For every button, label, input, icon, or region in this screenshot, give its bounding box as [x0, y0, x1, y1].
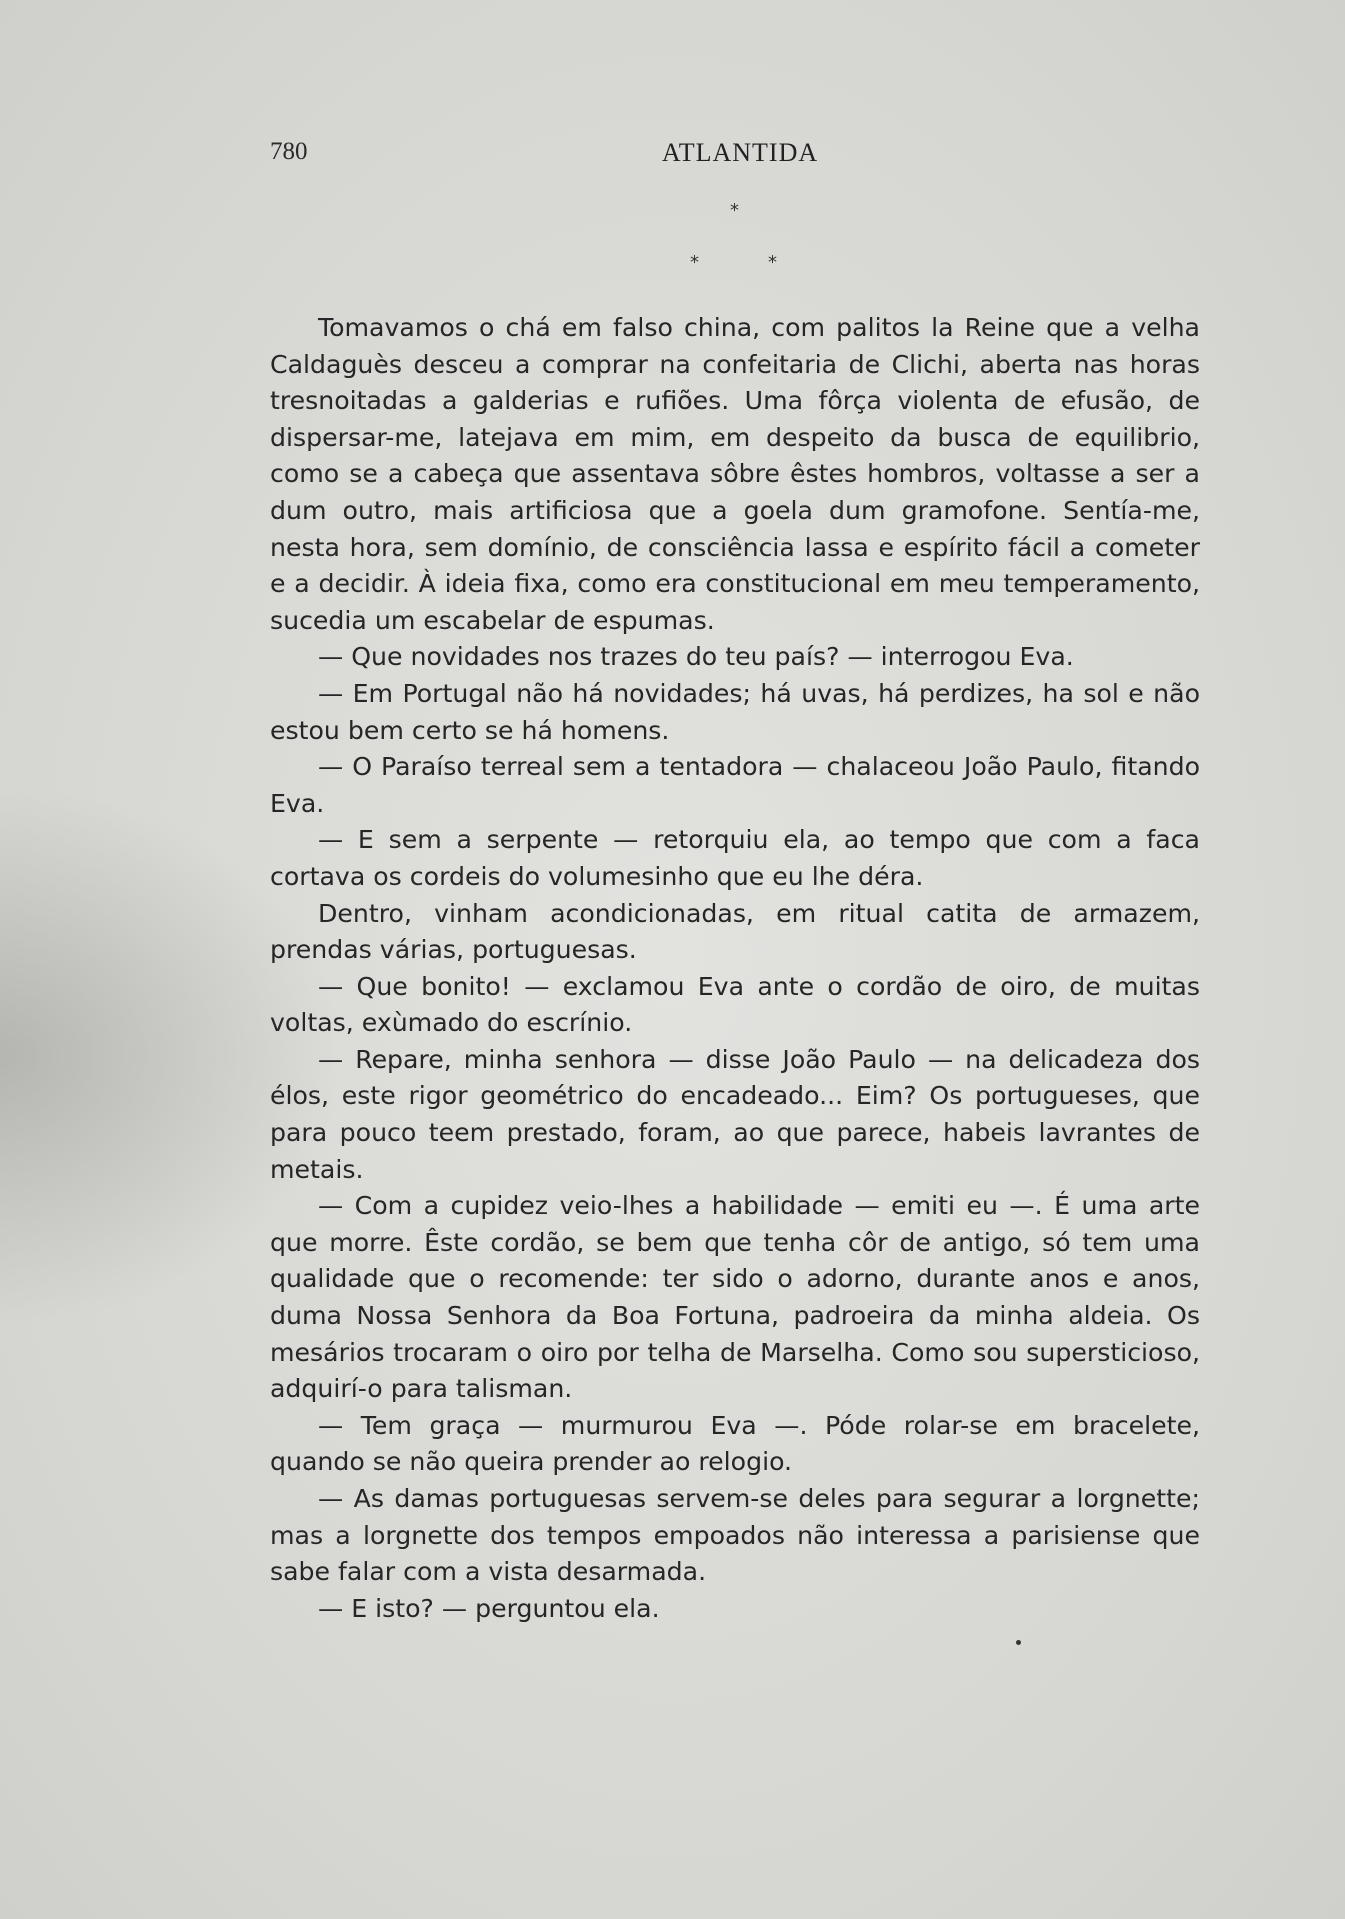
- paragraph: — Que bonito! — exclamou Eva ante o cordão de oiro, de muitas voltas, exùmado do escrínio.: [270, 971, 1200, 1038]
- paragraph: — Tem graça — murmurou Eva —. Póde rolar-se em bracelete, quando se não queira prender ao relogio.: [270, 1410, 1200, 1477]
- ink-dot: [1016, 1640, 1021, 1645]
- section-separator: [690, 200, 780, 280]
- paragraph: — Repare, minha senhora — disse João Paulo — na delicadeza dos élos, este rigor geométrico do encadeado... Eim? Os portugueses, que para pouco teem prestado, foram, ao que parece, habeis lavrantes de metais.: [270, 1044, 1200, 1184]
- paragraph: Dentro, vinham acondicionadas, em ritual catita de armazem, prendas várias, portuguesas.: [270, 898, 1200, 965]
- paragraph: — Em Portugal não há novidades; há uvas, há perdizes, ha sol e não estou bem certo se há homens.: [270, 678, 1200, 745]
- paragraph: — As damas portuguesas servem-se deles para segurar a lorgnette; mas a lorgnette dos tempos empoados não interessa a parisiense que sabe falar com a vista desarmada.: [270, 1484, 1200, 1587]
- paragraph: — O Paraíso terreal sem a tentadora — chalaceou João Paulo, fitando Eva.: [270, 752, 1200, 818]
- asterisk-left: *: [690, 252, 699, 273]
- asterisk-top: *: [730, 200, 739, 221]
- paragraph: — Que novidades nos trazes do teu país? — interrogou Eva.: [318, 642, 1074, 672]
- paragraph: — E isto? — perguntou ela.: [318, 1593, 660, 1623]
- paragraph: — E sem a serpente — retorquiu ela, ao tempo que com a faca cortava os cordeis do volumesinho que eu lhe déra.: [270, 825, 1200, 891]
- paragraph: Tomavamos o chá em falso china, com palitos la Reine que a velha Caldaguès desceu a comprar na confeitaria de Clichi, aberta nas horas tresnoitadas a galderias e rufiões. Uma fôrça violenta de efusão, de dispersar-me, latejava em mim, em despeito da busca de equilibrio, como se a cabeça que assentava sôbre êstes hombros, voltasse a ser a dum outro, mais artificiosa que a goela dum gramofone. Sentía-me, nesta hora, sem domínio, de consciência lassa e espírito fácil a cometer e a decidir. À ideia fixa, como era constitucional em meu temperamento, sucedia um escabelar de espumas.: [270, 313, 1200, 635]
- body-text: [270, 310, 1200, 1627]
- running-title: ATLANTIDA: [661, 138, 819, 167]
- asterisk-right: *: [768, 252, 777, 273]
- paragraph: — Com a cupidez veio-lhes a habilidade — emiti eu —. É uma arte que morre. Êste cordão, se bem que tenha côr de antigo, só tem uma qualidade que o recomende: ter sido o adorno, durante anos e anos, duma Nossa Senhora da Boa Fortuna, padroeira da minha aldeia. Os mesários trocaram o oiro por telha de Marselha. Como sou supersticioso, adquirí-o para talisman.: [270, 1191, 1200, 1404]
- page-header: [270, 138, 1200, 178]
- page-number: 780: [270, 138, 308, 165]
